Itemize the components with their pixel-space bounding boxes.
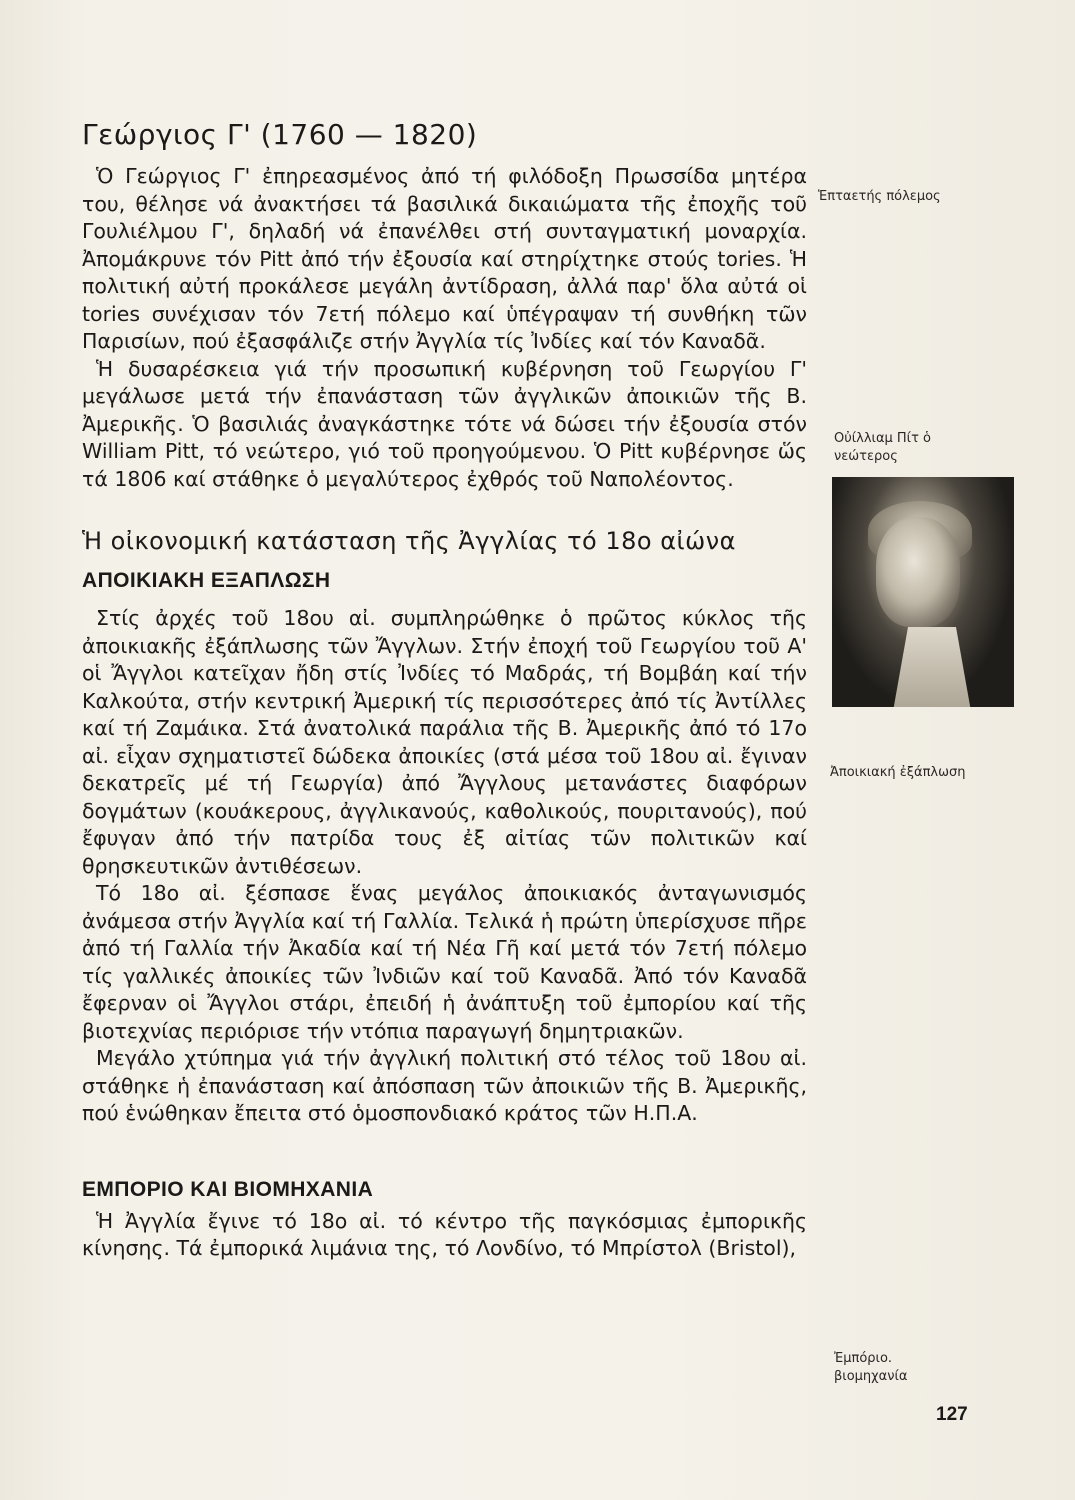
portrait-collar — [892, 627, 972, 707]
paragraph: Ὁ Γεώργιος Γ' ἐπηρεασμένος ἀπό τή φιλόδοξη Πρωσσίδα μητέρα του, θέλησε νά ἀνακτήσει τά βασιλικά δικαιώματα τῆς ἐποχῆς τοῦ Γουλιέλμου Γ', δηλαδή νά ἐπανέλθει στή συνταγματική μοναρχία. Ἀπομάκρυνε τόν Pitt ἀπό τήν ἐξουσία καί στηρίχτηκε στούς tories. Ἡ πολιτική αὐτή προκάλεσε μεγάλη ἀντίδραση, ἀλλά παρ' ὅλα αὐτά οἱ tories συνέχισαν τόν 7ετή πόλεμο καί ὑπέγραψαν τή συνθήκη τῶν Παρισίων, πού ἐξασφάλιζε στήν Ἀγγλία τίς Ἰνδίες καί τόν Καναδᾶ. — [82, 164, 807, 353]
margin-note-seven-years-war — [818, 188, 1058, 206]
portrait-william-pitt — [832, 477, 1014, 707]
paragraph: Τό 18ο αἰ. ξέσπασε ἕνας μεγάλος ἀποικιακός ἀνταγωνισμός ἀνάμεσα στήν Ἀγγλία καί τή Γαλλία. Τελικά ἡ πρώτη ὑπερίσχυσε πῆρε ἀπό τή Γαλλία τήν Ἀκαδία καί τή Νέα Γῆ καί μετά τόν 7ετή πόλεμο τίς γαλλικές ἀποικίες τῶν Ἰνδιῶν καί τοῦ Καναδᾶ. Ἀπό τόν Καναδᾶ ἔφερναν οἱ Ἄγγλοι στάρι, ἐπειδή ἡ ἀνάπτυξη τοῦ ἐμπορίου καί τῆς βιοτεχνίας περιόρισε τήν ντόπια παραγωγή δημητριακῶν. — [82, 881, 807, 1043]
margin-note-trade-industry — [834, 1350, 1074, 1386]
margin-note-text: βιομηχανία — [834, 1369, 908, 1384]
section-title-trade-industry: ΕΜΠΟΡΙΟ ΚΑΙ ΒΙΟΜΗΧΑΝΙΑ — [82, 1177, 374, 1201]
page-number: 127 — [936, 1404, 968, 1425]
main-text-column — [82, 118, 807, 1263]
margin-note-text: Ἀποικιακή ἐξάπλωση — [830, 765, 966, 780]
margin-note-pitt-caption — [834, 430, 1074, 466]
section-title-economy: Ἡ οἰκονομική κατάσταση τῆς Ἀγγλίας τό 18ο αἰώνα — [82, 527, 736, 555]
paragraph: Μεγάλο χτύπημα γιά τήν ἀγγλική πολιτική στό τέλος τοῦ 18ου αἰ. στάθηκε ἡ ἐπανάσταση καί ἀπόσπαση τῶν ἀποικιῶν τῆς Β. Ἀμερικῆς, πού ἑνώθηκαν ἔπειτα στό ὁμοσπονδιακό κράτος τῶν Η.Π.Α. — [82, 1046, 807, 1125]
margin-note-text: Ἐμπόριο. — [834, 1351, 893, 1366]
paragraph: Στίς ἀρχές τοῦ 18ου αἰ. συμπληρώθηκε ὁ πρῶτος κύκλος τῆς ἀποικιακῆς ἐξάπλωσης τῶν Ἄγγλων. Στήν ἐποχή τοῦ Γεωργίου τοῦ Α' οἱ Ἄγγλοι κατεῖχαν ἤδη στίς Ἰνδίες τό Μαδράς, τή Βομβάη καί τήν Καλκούτα, στήν κεντρική Ἀμερική τίς περισσότερες ἀπό τίς Ἀντίλλες καί τή Ζαμάικα. Στά ἀνατολικά παράλια τῆς Β. Ἀμερικῆς ἀπό τό 17ο αἰ. εἶχαν σχηματιστεῖ δώδεκα ἀποικίες (στά μέσα τοῦ 18ου αἰ. ἔγιναν δεκατρεῖς μέ τή Γεωργία) ἀπό Ἄγγλους μετανάστες διαφόρων δογμάτων (κουάκερους, ἀγγλικανούς, καθολικούς, πουριτανούς), πού ἔφυγαν ἀπό τήν πατρίδα τους ἐξ αἰτίας τῶν πολιτικῶν καί θρησκευτικῶν ἀντιθέσεων. — [82, 606, 807, 878]
paragraph: Ἡ δυσαρέσκεια γιά τήν προσωπική κυβέρνηση τοῦ Γεωργίου Γ' μεγάλωσε μετά τήν ἐπανάσταση τῶν ἀγγλικῶν ἀποικιῶν τῆς Β. Ἀμερικῆς. Ὁ βασιλιάς ἀναγκάστηκε τότε νά δώσει τήν ἐξουσία στόν William Pitt, τό νεώτερο, γιό τοῦ προηγούμενου. Ὁ Pitt κυβέρνησε ὥς τά 1806 καί στάθηκε ὁ μεγαλύτερος ἐχθρός τοῦ Ναπολέοντος. — [82, 356, 807, 491]
paragraph: Ἡ Ἀγγλία ἔγινε τό 18ο αἰ. τό κέντρο τῆς παγκόσμιας ἐμπορικῆς κίνησης. Τά ἐμπορικά λιμάνια της, τό Λονδίνο, τό Μπρίστολ (Bristol), — [82, 1208, 807, 1260]
portrait-face — [876, 517, 960, 627]
margin-note-text: Οὐίλλιαμ Πίτ ὁ — [834, 431, 931, 446]
section-title-george-iii: Γεώργιος Γ' (1760 — 1820) — [82, 118, 478, 151]
margin-note-text: νεώτερος — [834, 449, 898, 464]
section-title-colonial-expansion: ΑΠΟΙΚΙΑΚΗ ΕΞΑΠΛΩΣΗ — [82, 569, 331, 592]
margin-note-text: Ἑπταετής πόλεμος — [818, 189, 941, 204]
margin-note-colonial-expansion — [830, 764, 1070, 782]
